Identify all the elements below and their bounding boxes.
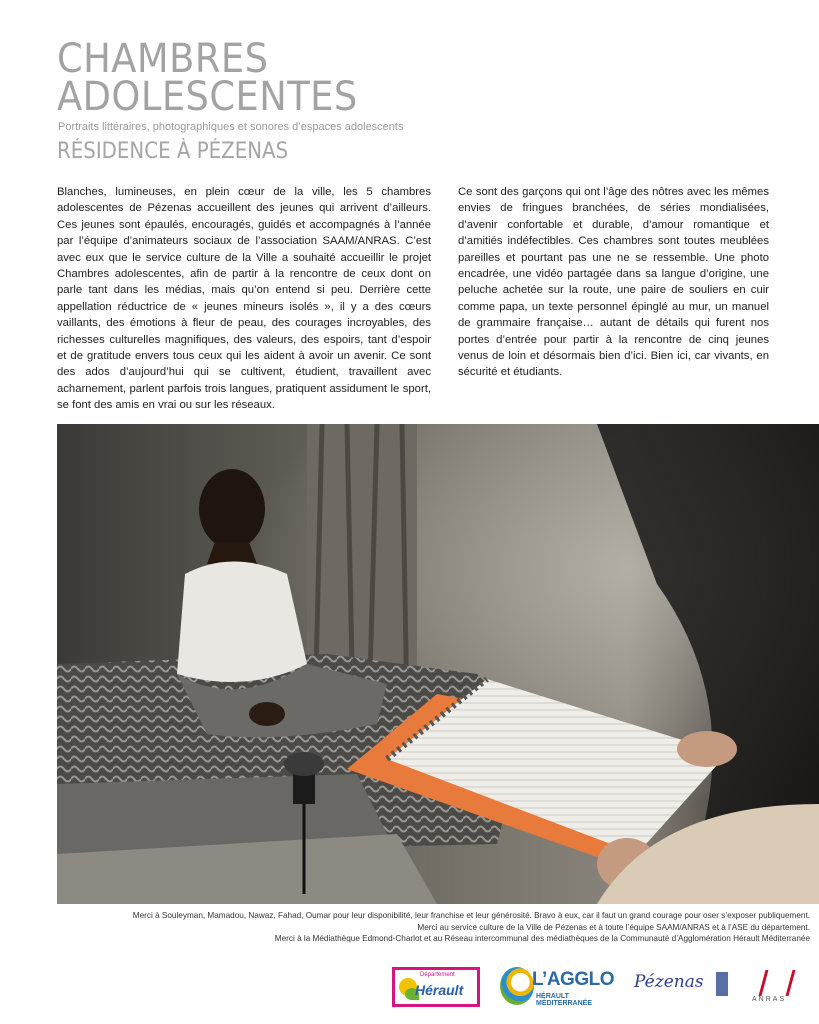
page-title (57, 36, 358, 120)
body-text-left: Blanches, lumineuses, en plein cœur de la ville, les 5 chambres adolescentes de Pézenas accueillent des jeunes qui arrivent d’ailleurs. Ces jeunes sont épaulés, encouragés, guidés et accompagnés à l’année par l’équipe d’animateurs sociaux de l’association SAAM/ANRAS. C’est avec eux que le service culture de la Ville a souhaité accueillir le projet Chambres adolescentes, afin de partir à la rencontre de ceux dont on parle tant dans les médias, mais qu’on entend si peu. Derrière cette appellation réductrice de « jeunes mineurs isolés », il y a des cœurs vaillants, des émotions à fleur de peau, des courages incroyables, des richesses culturelles magnifiques, des valeurs, des espoirs, tant d’espoir et de gratitude envers tous ceux qui les aident à avoir un avenir. Ce sont des ados d’aujourd’hui qui se cultivent, étudient, travaillent avec acharnement, parlent parfois trois langues, pratiquent assidument le sport, se font des amis en vrai ou sur les réseaux. (57, 186, 431, 412)
agglo-logo (498, 965, 622, 1009)
page-subtitle: Portraits littéraires, photographiques et sonores d’espaces adolescents (58, 121, 404, 133)
herault-logo-top: Département (420, 972, 455, 978)
swirl-icon (500, 967, 534, 1005)
herault-logo (392, 967, 480, 1007)
title-line-2: ADOLESCENTES (57, 74, 358, 120)
anras-logo (746, 968, 806, 1008)
body-text-right: Ce sont des garçons qui ont l’âge des nôtres avec les mêmes envies de fringues branchées, de séries mondialisées, d’avenir confortable et durable, d’amour romantique et d’amitiés indéfectibles. Ces chambres sont toutes meublées pareilles et pourtant pas une ne se ressemble. Une photo encadrée, une vidéo partagée dans sa langue d’origine, une peluche achetée sur la route, une paire de souliers en cuir comme papa, un texte personnel épinglé au mur, un manuel de grammaire française… autant de détails qui furent nos portes d’entrée pour partir à la rencontre de cinq jeunes venus de loin et désormais bien d’ici. Bien ici, car vivants, en sécurité et étudiants. (458, 186, 769, 379)
credits-line-2: Merci au service culture de la Ville de Pézenas et à toute l’équipe SAAM/ANRAS et à l’ASE du département. (417, 922, 810, 932)
anras-mark-icon (759, 970, 796, 996)
agglo-logo-name: L’AGGLO (532, 969, 614, 990)
pezenas-logo (632, 966, 732, 1006)
tower-icon (716, 972, 728, 996)
herault-logo-name: Hérault (415, 982, 464, 998)
agglo-logo-sub: HÉRAULT MÉDITERRANÉE (536, 993, 593, 1007)
credits-line-1: Merci à Souleyman, Mamadou, Nawaz, Fahad, Oumar pour leur disponibilité, leur franchise et leur générosité. Bravo à eux, car il faut un grand courage pour oser s’exposer publiquement. (132, 911, 810, 920)
section-heading: RÉSIDENCE À PÉZENAS (57, 139, 289, 164)
room-photo (57, 424, 819, 904)
title-line-1: CHAMBRES (57, 36, 269, 82)
pezenas-logo-name: Pézenas (634, 972, 704, 992)
credits-line-3: Merci à la Médiathèque Edmond-Charlot et au Réseau intercommunal des médiathèques de la Communauté d’Agglomération Hérault Méditerranée (274, 934, 810, 944)
anras-logo-name: ANRAS (752, 996, 787, 1003)
acknowledgements (57, 910, 810, 945)
